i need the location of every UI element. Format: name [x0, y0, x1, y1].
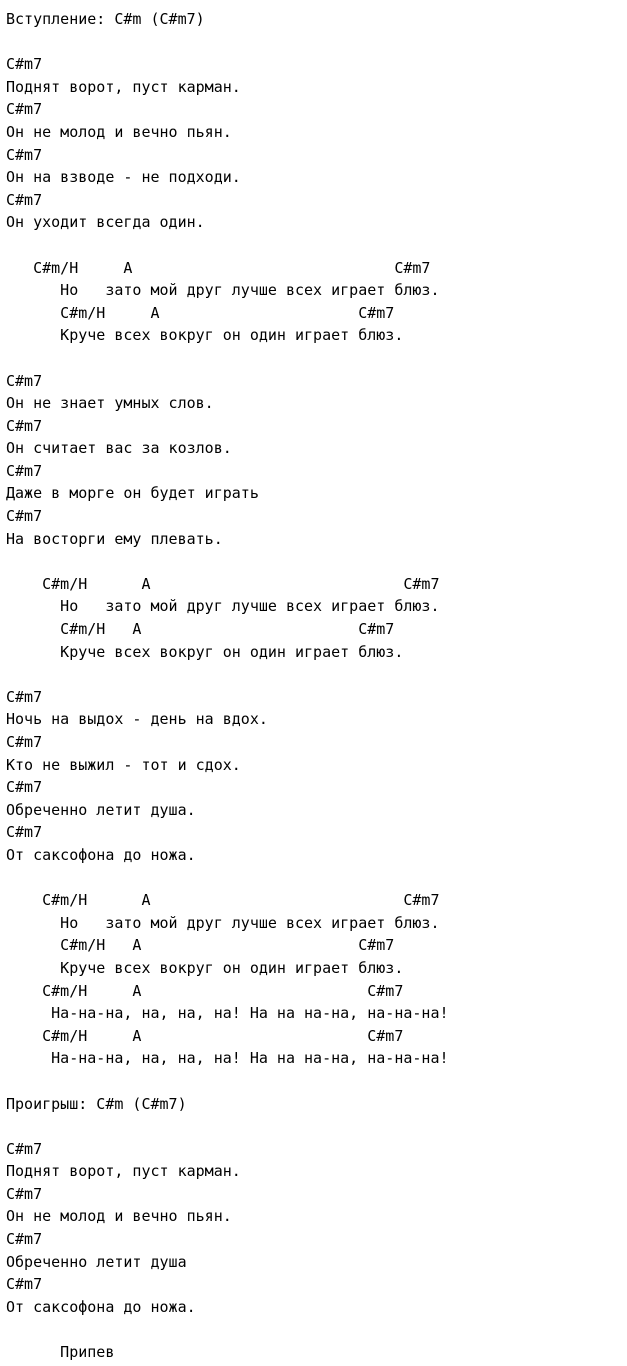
- lyric-line: Обреченно летит душа: [6, 1252, 187, 1271]
- blank-line: [6, 1318, 627, 1341]
- lyric-line: Но зато мой друг лучше всех играет блюз.: [6, 597, 440, 616]
- chord-line: C#m/H A C#m7: [6, 303, 395, 322]
- lyric-line: На-на-на, на, на, на! На на на-на, на-на-на!: [6, 1049, 449, 1068]
- lyric-line: Кто не выжил - тот и сдох.: [6, 755, 241, 774]
- lyric-line: От саксофона до ножа.: [6, 845, 196, 864]
- chord-line: Проигрыш: C#m (C#m7): [6, 1094, 187, 1113]
- chord-line: C#m7: [6, 733, 43, 751]
- chord-line: C#m7: [6, 1184, 43, 1203]
- chord-line: C#m/H A C#m7: [6, 936, 395, 955]
- chord-line: Вступление: C#m (C#m7): [6, 10, 205, 28]
- chord-line: C#m7: [6, 461, 43, 480]
- lyric-line: От саксофона до ножа.: [6, 1297, 196, 1316]
- lyric-line: Круче всех вокруг он один играет блюз.: [6, 958, 404, 977]
- chord-line: C#m7: [6, 416, 43, 435]
- chord-line: C#m/H A C#m7: [6, 574, 440, 593]
- chord-line: C#m/H A C#m7: [6, 981, 404, 1000]
- blank-line: [6, 1115, 627, 1138]
- chord-line: C#m7: [6, 507, 43, 526]
- chord-line: C#m7: [6, 1230, 43, 1249]
- lyric-line: Круче всех вокруг он один играет блюз.: [6, 642, 404, 661]
- lyric-line: Он не молод и вечно пьян.: [6, 122, 232, 141]
- chord-line: C#m7: [6, 1275, 43, 1294]
- lyric-line: Ночь на выдох - день на вдох.: [6, 710, 268, 729]
- lyric-line: Обреченно летит душа.: [6, 800, 196, 819]
- chord-line: C#m/H A C#m7: [6, 620, 395, 639]
- chord-line: C#m7: [6, 55, 43, 74]
- lyric-line: На-на-на, на, на, на! На на на-на, на-на-на!: [6, 1004, 449, 1023]
- lyric-line: Он считает вас за козлов.: [6, 439, 232, 458]
- blank-line: [6, 347, 627, 370]
- lyric-line: Но зато мой друг лучше всех играет блюз.: [6, 913, 440, 932]
- lyric-line: Он уходит всегда один.: [6, 213, 205, 232]
- chord-line: C#m7: [6, 145, 43, 164]
- lyric-line: Но зато мой друг лучше всех играет блюз.: [6, 281, 440, 300]
- blank-line: [6, 550, 627, 573]
- blank-line: [6, 234, 627, 257]
- blank-line: [6, 663, 627, 686]
- lyric-line: Он не молод и вечно пьян.: [6, 1207, 232, 1226]
- chord-line: C#m7: [6, 687, 43, 706]
- chord-line: C#m/H A C#m7: [6, 258, 431, 277]
- chord-line: C#m7: [6, 190, 43, 209]
- chord-line: C#m7: [6, 778, 43, 797]
- chord-line: C#m7: [6, 1139, 43, 1158]
- chord-line: C#m7: [6, 371, 43, 390]
- lyric-line: На восторги ему плевать.: [6, 529, 223, 548]
- lyric-line: Круче всех вокруг он один играет блюз.: [6, 326, 404, 345]
- lyric-line: Даже в морге он будет играть: [6, 484, 259, 503]
- lyric-line: Поднят ворот, пуст карман.: [6, 1162, 241, 1181]
- lyric-line: Припев: [6, 1343, 115, 1362]
- lyric-line: Поднят ворот, пуст карман.: [6, 77, 241, 96]
- chord-line: C#m/H A C#m7: [6, 891, 440, 910]
- chord-line: C#m7: [6, 100, 43, 119]
- lyric-line: Он не знает умных слов.: [6, 394, 214, 413]
- blank-line: [6, 867, 627, 890]
- lyric-line: Он на взводе - не подходи.: [6, 168, 241, 187]
- chord-line: C#m7: [6, 823, 43, 842]
- chord-line: C#m/H A C#m7: [6, 1026, 404, 1045]
- blank-line: [6, 31, 627, 54]
- blank-line: [6, 1070, 627, 1093]
